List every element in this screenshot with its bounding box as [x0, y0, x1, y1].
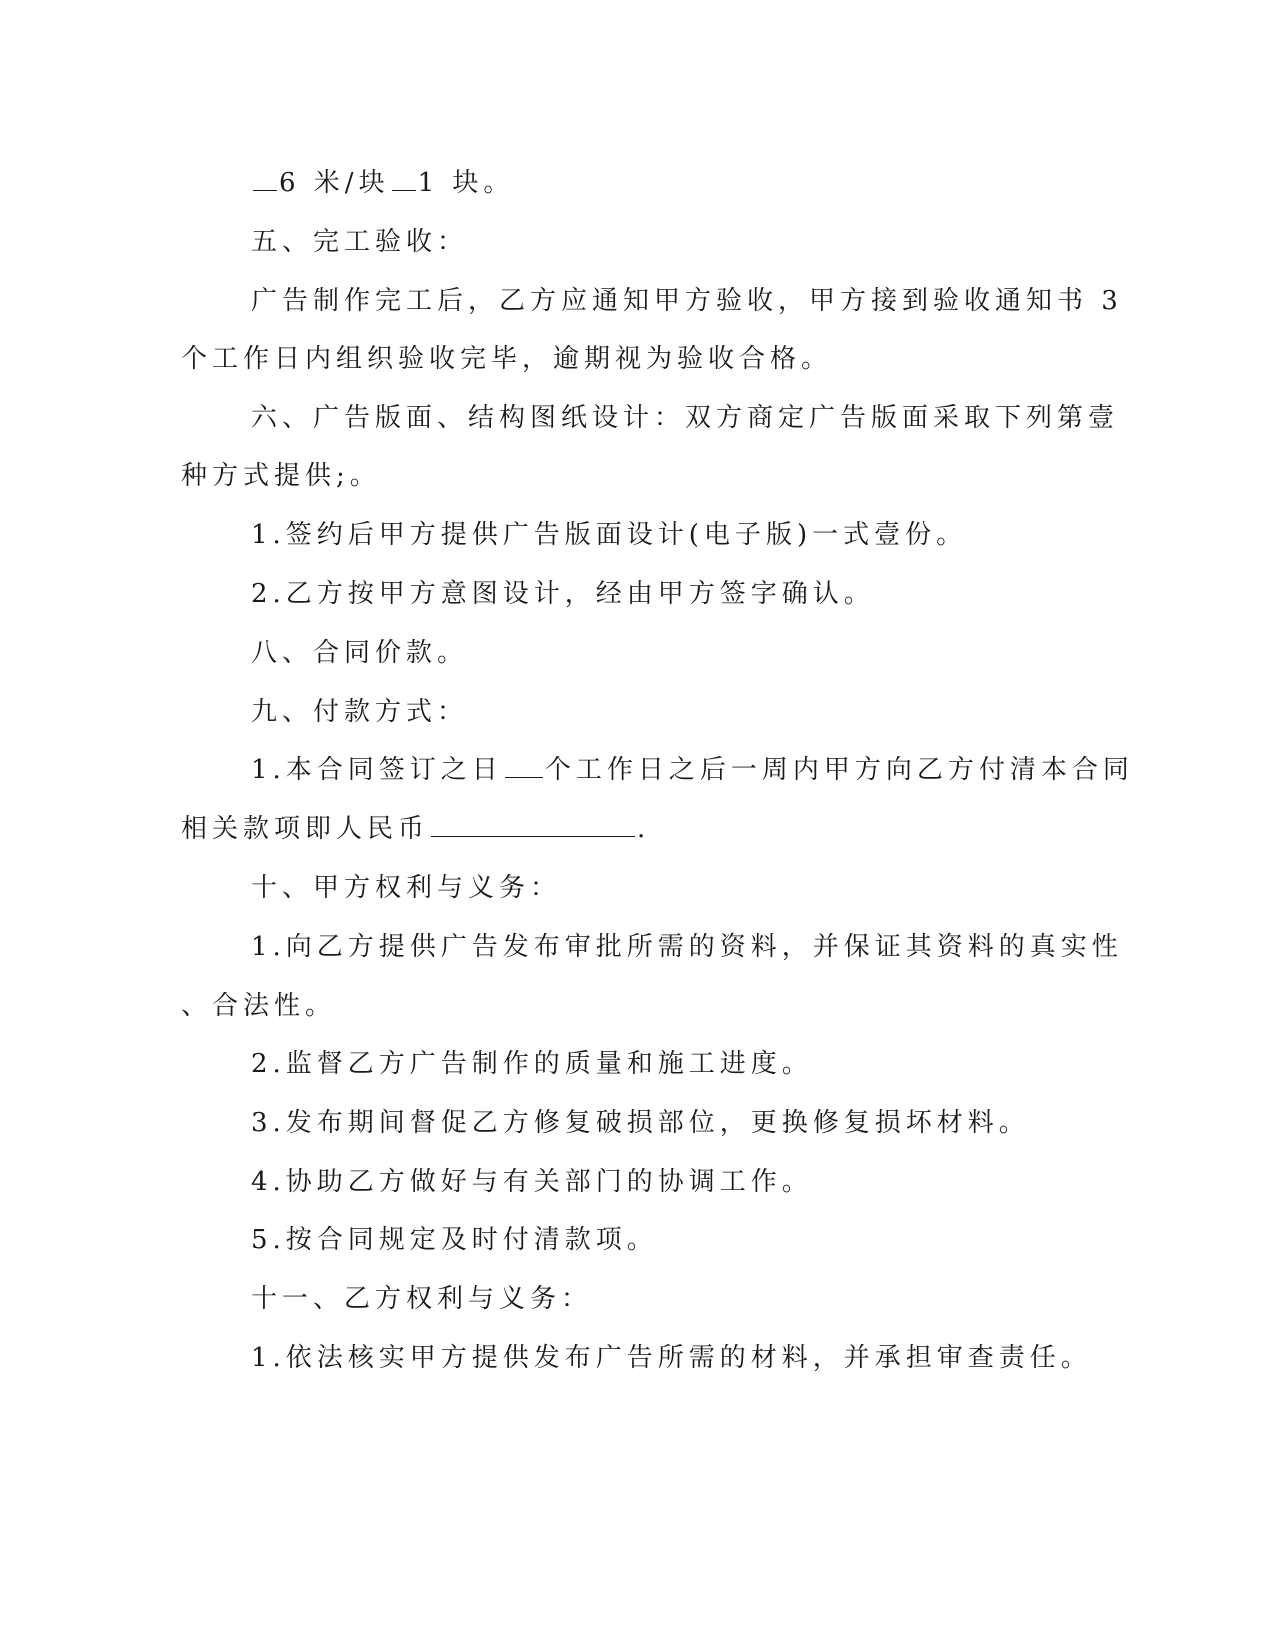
list-item: 2.乙方按甲方意图设计，经由甲方签字确认。 — [251, 579, 875, 609]
list-item: 1.向乙方提供广告发布审批所需的资料，并保证其资料的真实性 — [251, 932, 1123, 962]
spec-line — [251, 166, 1061, 200]
heading-layout-design: 六、广告版面、结构图纸设计：双方商定广告版面采取下列第壹 — [251, 403, 1120, 433]
amount-period: . — [637, 814, 651, 844]
payment-clause-end: 个工作日之后一周内甲方向乙方付清本合同 — [544, 755, 1134, 785]
list-item: 3.发布期间督促乙方修复破损部位，更换修复损坏材料。 — [251, 1108, 1030, 1138]
amount-label: 相关款项即人民币 — [181, 814, 430, 844]
spec-count: 1 块。 — [417, 168, 515, 198]
heading-party-a-rights: 十、甲方权利与义务： — [251, 873, 562, 903]
paragraph-line: 个工作日内组织验收完毕，逾期视为验收合格。 — [181, 344, 833, 374]
heading-party-b-rights: 十一、乙方权利与义务： — [251, 1284, 593, 1314]
amount-blank-underline — [431, 814, 635, 837]
paragraph-line: 种方式提供;。 — [181, 461, 381, 491]
list-item — [251, 753, 1134, 787]
list-item: 4.协助乙方做好与有关部门的协调工作。 — [251, 1167, 813, 1197]
list-item: 2.监督乙方广告制作的质量和施工进度。 — [251, 1049, 813, 1079]
blank-underline — [253, 168, 277, 191]
spec-size: 6 米/块 — [279, 168, 390, 198]
blank-underline — [505, 755, 543, 778]
heading-contract-price: 八、合同价款。 — [251, 638, 469, 668]
blank-underline — [392, 168, 416, 191]
list-item: 1.签约后甲方提供广告版面设计(电子版)一式壹份。 — [251, 520, 968, 550]
heading-completion-acceptance: 五、完工验收： — [251, 227, 469, 257]
payment-clause-start: 1.本合同签订之日 — [251, 755, 503, 785]
list-item: 1.依法核实甲方提供发布广告所需的材料，并承担审查责任。 — [251, 1343, 1092, 1373]
list-item: 5.按合同规定及时付清款项。 — [251, 1225, 658, 1255]
paragraph-line: 、合法性。 — [181, 991, 337, 1021]
paragraph-line: 广告制作完工后，乙方应通知甲方验收，甲方接到验收通知书 3 — [251, 286, 1123, 316]
paragraph-line — [181, 812, 1061, 846]
heading-payment-method: 九、付款方式： — [251, 697, 469, 727]
